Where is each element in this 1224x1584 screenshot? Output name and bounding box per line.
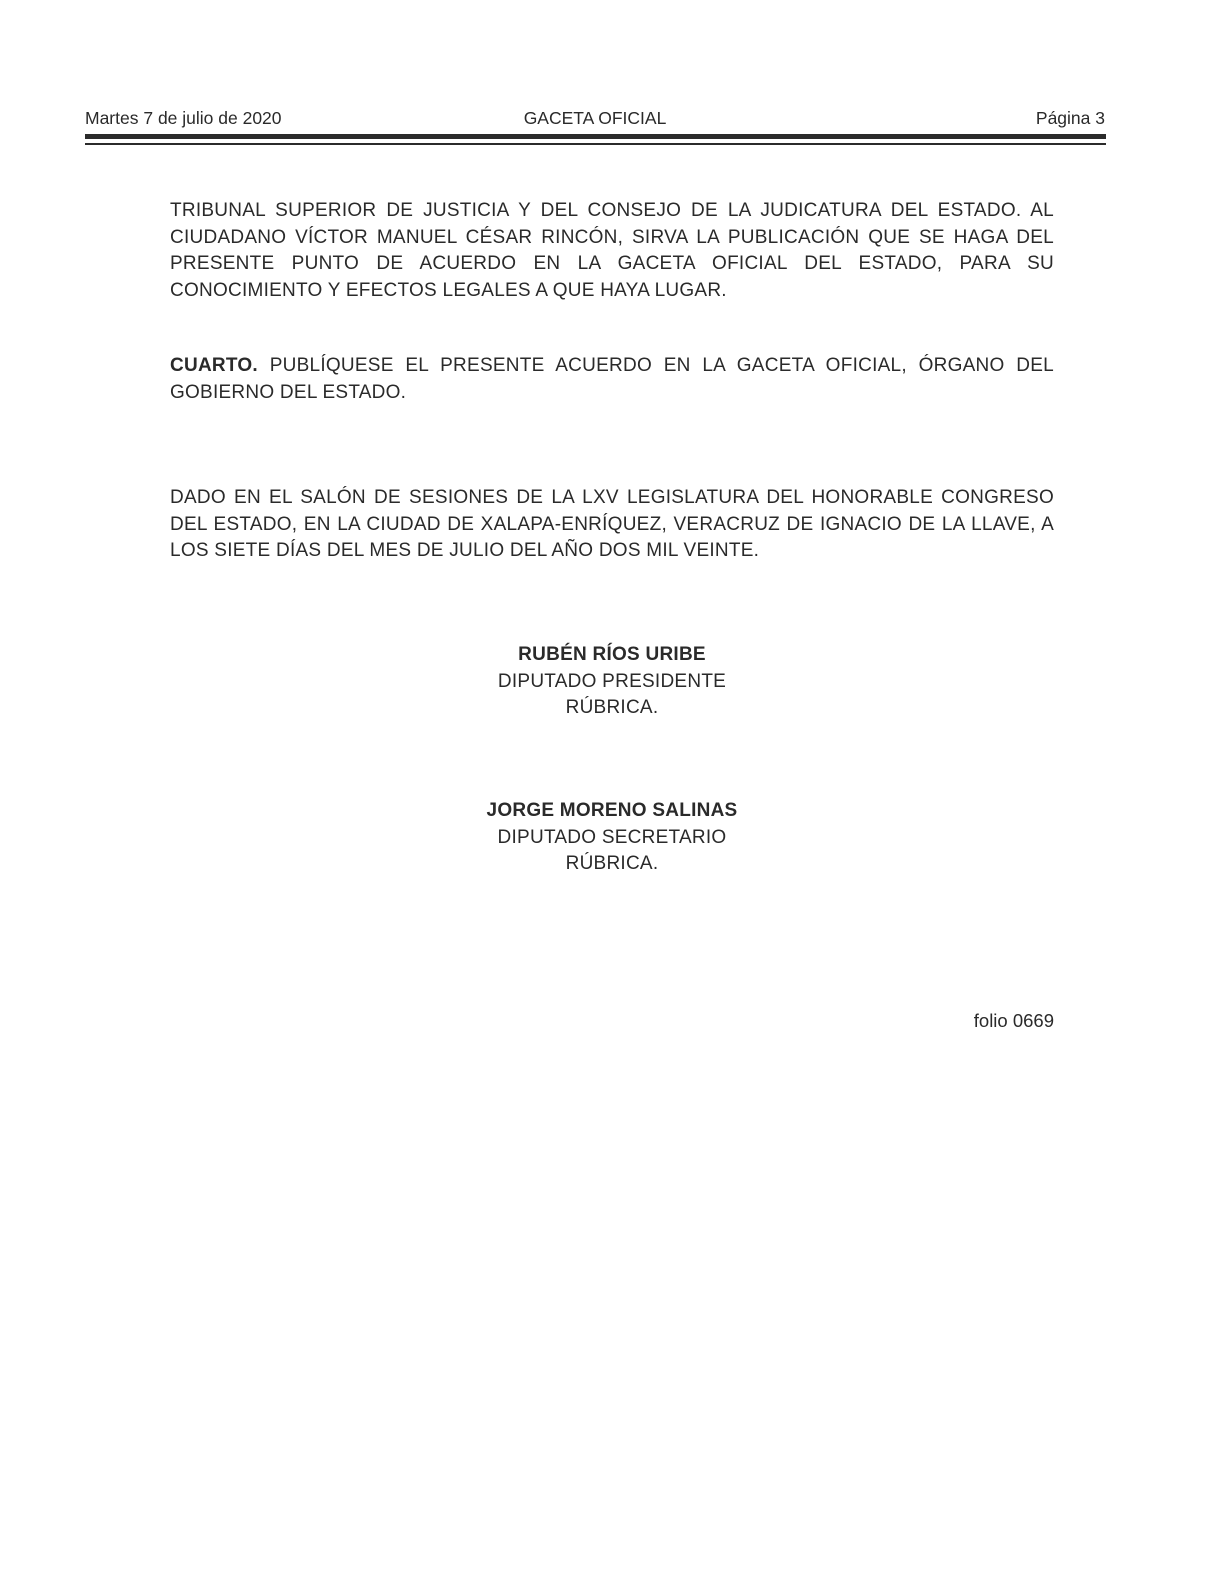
signature-block-president	[430, 642, 794, 722]
signature-role: DIPUTADO SECRETARIO	[497, 826, 727, 848]
page-header	[85, 108, 1105, 132]
header-rule-thick	[85, 134, 1106, 139]
paragraph-dado: DADO EN EL SALÓN DE SESIONES DE LA LXV LEGISLATURA DEL HONORABLE CONGRESO DEL ESTADO, EN LA CIUDAD DE XALAPA-ENRÍQUEZ, VERACRUZ DE IGNACIO DE LA LLAVE, A LOS SIETE DÍAS DEL MES DE JULIO DEL AÑO DOS MIL VEINTE.	[170, 487, 1054, 561]
signature-note: RÚBRICA.	[565, 853, 659, 874]
header-title: GACETA OFICIAL	[523, 108, 667, 128]
signature-name: RUBÉN RÍOS URIBE	[518, 644, 706, 665]
paragraph-cuarto-text: PUBLÍQUESE EL PRESENTE ACUERDO EN LA GACETA OFICIAL, ÓRGANO DEL GOBIERNO DEL ESTADO.	[170, 355, 1054, 403]
paragraph-cuarto-label: CUARTO.	[170, 355, 258, 376]
signature-name: JORGE MORENO SALINAS	[486, 800, 738, 821]
header-page-number: Página 3	[1035, 108, 1105, 128]
header-rule-thin	[85, 143, 1106, 145]
paragraph-tribunal: TRIBUNAL SUPERIOR DE JUSTICIA Y DEL CONSEJO DE LA JUDICATURA DEL ESTADO. AL CIUDADANO VÍCTOR MANUEL CÉSAR RINCÓN, SIRVA LA PUBLICACIÓN QUE SE HAGA DEL PRESENTE PUNTO DE ACUERDO EN LA GACETA OFICIAL DEL ESTADO, PARA SU CONOCIMIENTO Y EFECTOS LEGALES A QUE HAYA LUGAR.	[170, 200, 1054, 301]
header-date: Martes 7 de julio de 2020	[85, 108, 282, 128]
signature-note: RÚBRICA.	[565, 697, 659, 718]
folio-number: folio 0669	[973, 1010, 1054, 1031]
signature-role: DIPUTADO PRESIDENTE	[497, 670, 727, 692]
signature-block-secretary	[430, 798, 794, 878]
paragraph-cuarto	[170, 353, 1054, 406]
